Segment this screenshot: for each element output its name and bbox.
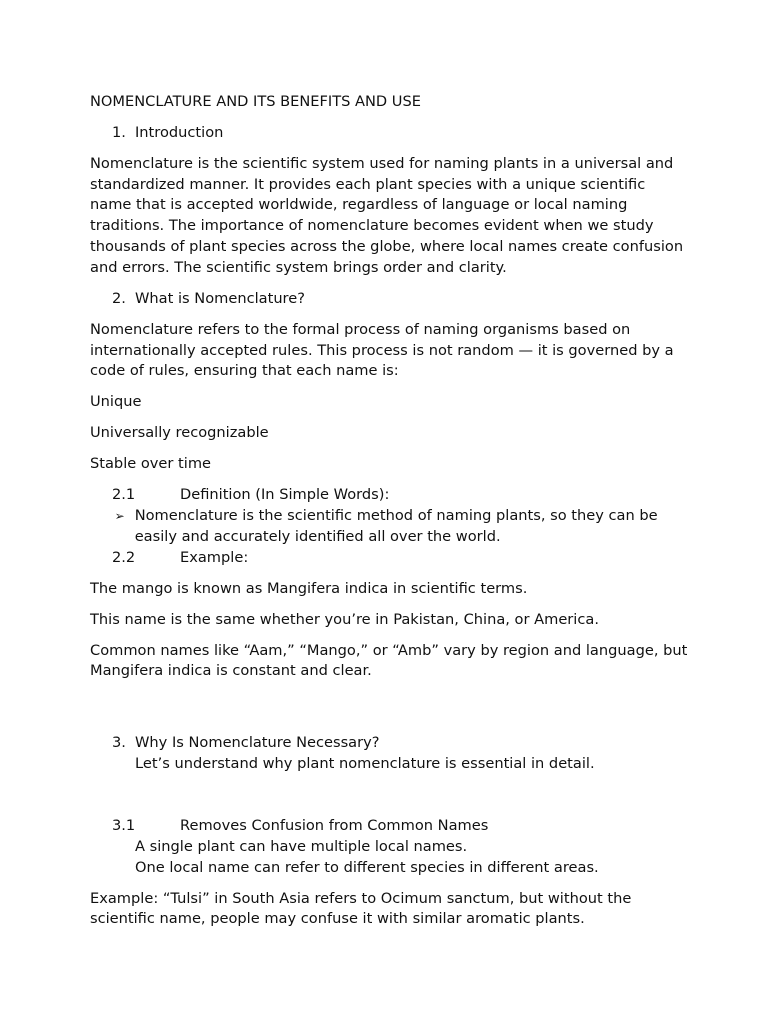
subsection-heading-2-2 (90, 548, 690, 569)
paragraph-introduction: Nomenclature is the scientific system used for naming plants in a universal and standardized manner. It provides each plant species with a unique scientific name that is accepted worldwide, regardless of language or local naming traditions. The importance of nomenclature becomes evident when we study thousands of plant species across the globe, where local names create confusion and errors. The scientific system brings order and clarity. (90, 154, 684, 276)
section-heading-3 (90, 733, 690, 754)
paragraph-example: The mango is known as Mangifera indica in scientific terms. (90, 579, 528, 597)
section-title: Why Is Nomenclature Necessary? (135, 734, 380, 752)
subsection-title: Removes Confusion from Common Names (180, 816, 489, 834)
subsection-heading-3-1 (90, 816, 690, 837)
document-page (90, 92, 690, 940)
paragraph-example: Common names like “Aam,” “Mango,” or “Amb” vary by region and language, but Mangifera indica is constant and clear. (90, 641, 688, 680)
subsection-title: Example: (180, 548, 249, 566)
bullet-text: Nomenclature is the scientific method of naming plants, so they can be easily and accurately identified all over the world. (134, 507, 658, 545)
subsection-heading-2-1 (90, 485, 690, 506)
section-title: What is Nomenclature? (135, 289, 305, 307)
subsection-title: Definition (In Simple Words): (180, 486, 390, 504)
section-subtitle: Let’s understand why plant nomenclature is essential in detail. (135, 755, 595, 773)
bullet-item (90, 506, 690, 548)
section-title: Introduction (135, 123, 224, 141)
list-item: Unique (90, 393, 142, 411)
subsection-line: A single plant can have multiple local names. (135, 837, 468, 855)
section-number: 3. (112, 734, 126, 752)
subsection-number: 2.2 (112, 548, 136, 566)
arrow-bullet-icon: ➢ (114, 509, 125, 524)
subsection-line: One local name can refer to different species in different areas. (135, 858, 599, 876)
section-heading-1 (90, 123, 690, 144)
paragraph-example: Example: “Tulsi” in South Asia refers to Ocimum sanctum, but without the scientific name, people may confuse it with similar aromatic plants. (90, 889, 632, 928)
section-number: 2. (112, 289, 126, 307)
list-item: Stable over time (90, 455, 212, 473)
spacer (90, 775, 690, 816)
section-heading-2 (90, 289, 690, 310)
subsection-number: 2.1 (112, 486, 136, 504)
paragraph-example: This name is the same whether you’re in Pakistan, China, or America. (90, 610, 599, 628)
list-item: Universally recognizable (90, 424, 269, 442)
paragraph-definition: Nomenclature refers to the formal process of naming organisms based on internationally accepted rules. This process is not random — it is governed by a code of rules, ensuring that each name is: (90, 320, 674, 380)
document-title: NOMENCLATURE AND ITS BENEFITS AND USE (90, 93, 421, 110)
spacer (90, 692, 690, 733)
subsection-number: 3.1 (112, 816, 136, 834)
section-number: 1. (112, 123, 126, 141)
